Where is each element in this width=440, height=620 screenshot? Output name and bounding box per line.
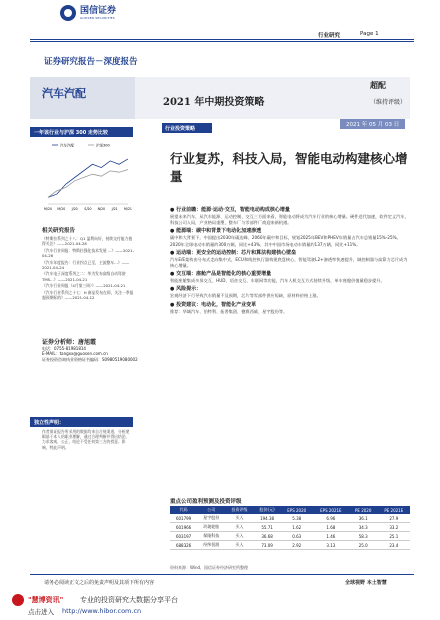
disclaimer-text: 作者保证报告所采用的数据均来自合规渠道，分析逻辑基于本人的职业理解，通过合理判断并得出结论，力求客观、公正，结论不受任何第三方的授意、影响，特此声明。 [42, 429, 130, 450]
table-cell: 34.3 [349, 523, 378, 532]
table-cell: 73.09 [254, 541, 281, 550]
table-cell: 25.1 [378, 532, 410, 541]
table-row [170, 532, 410, 541]
footer-disclaimer: 请务必阅读正文之后的免责声明及其项下所有内容 [44, 580, 155, 586]
related-item[interactable]: 《汽车年度报告：行业拐点已至，主流整车…》——2021-04-24 [42, 259, 130, 270]
brand-logo [60, 5, 116, 21]
table-cell: 玲珑轮胎 [197, 523, 225, 532]
point-title: ● 运动端：更安全的运动控制：芯片和算法构建核心壁垒 [170, 249, 297, 256]
brand-name: 国信证券 [80, 6, 117, 16]
promo-banner[interactable] [0, 592, 440, 620]
header-category: 行业研究 [318, 33, 341, 39]
table-cell: 买入 [225, 541, 253, 550]
brand-subtitle: GUOSEN SECURITIES [80, 16, 115, 20]
table-row [170, 514, 410, 523]
table-cell: 36.68 [254, 532, 281, 541]
analyst-phone: 电话：0755-81981814 [42, 345, 86, 351]
related-item[interactable]: 《汽车电子深度系列之二：华为发布高级自动驾驶 TMS…》——2021-04-21 [42, 271, 126, 282]
analyst-block [42, 340, 138, 362]
header-rule [30, 39, 414, 40]
related-item[interactable]: 《汽车行业系列之十七：H 新品发布在即，关注一季报超预期标的》——2021-04-12 [42, 289, 134, 300]
table-cell: 33.2 [378, 523, 410, 532]
forecast-table [170, 506, 410, 550]
x-tick-label: M/20 [57, 207, 66, 211]
disclaimer-title: 独立性声明： [30, 417, 133, 427]
table-cell: 买入 [225, 523, 253, 532]
table-cell: 23.4 [378, 541, 410, 550]
x-tick-label: M/21 [124, 207, 132, 211]
table-header-cell: EPS 2021E [313, 506, 349, 514]
table-cell: 6.96 [313, 514, 349, 523]
promo-url-link[interactable]: http://www.hibor.com.cn [62, 607, 142, 615]
report-type: 证券研究报告－深度报告 [44, 57, 138, 67]
point-text: 智能座舱集成多屏交互、HUD、语音交互、车联网等功能，汽车人机交互方式持续升级，单车座舱价值量稳步提升。 [170, 278, 385, 284]
table-cell: 1.62 [281, 523, 313, 532]
analyst-heading: 证券分析师：唐旭霞 [42, 339, 97, 346]
page-number: Page 1 [360, 31, 379, 37]
point-title: ● 风险提示： [170, 286, 202, 293]
point-text: 汽车E/E架构由分布式走向集中式，ECU和线控执行器构建底盘核心，智能驾驶L2+渗透率快速提升，域控制器与高算力芯片成为核心增量。 [170, 256, 408, 269]
header-rule-thin [30, 41, 414, 42]
report-date: 2021 年 05 月 03 日 [340, 119, 405, 129]
header-right [318, 31, 379, 39]
point-text: 宏观经济下行导致汽车销量不及预期，芯片等零部件供应短缺，原材料价格上涨。 [170, 293, 321, 299]
table-cell: 55.71 [254, 523, 281, 532]
table-cell: 1.46 [313, 532, 349, 541]
x-tick-label: J/20 [71, 207, 78, 211]
promo-logo-icon [12, 594, 24, 606]
point-text: 展望未来汽车，从汽车能源、运动控制、交互三方面来看，智能电动将成为汽车行业的核心增量。硬件迭代加速，软件定义汽车，科技公司入局，产业格局重塑，整车厂与零部件厂商迎来新机遇。 [170, 214, 409, 226]
x-tick-label: J/21 [111, 207, 118, 211]
table-cell: 3.13 [313, 541, 349, 550]
table-header-cell: PE 2021E [378, 506, 410, 514]
table-header-cell: 股价(元) [254, 506, 281, 514]
promo-text: 专业的投资研究大数据分享平台 [80, 596, 178, 604]
table-cell: 2.92 [281, 541, 313, 550]
table-cell: 买入 [225, 532, 253, 541]
table-cell: 601966 [170, 523, 197, 532]
table-cell: 688326 [170, 541, 197, 550]
x-tick-label: N/20 [97, 207, 106, 211]
table-cell: 603197 [170, 532, 197, 541]
series-line [48, 159, 128, 197]
rating: 超配 [370, 80, 386, 90]
analyst-cert: 证券投资咨询执业资格证书编码：S0980519080002 [42, 356, 138, 362]
table-cell: 194.38 [254, 514, 281, 523]
related-item[interactable]: 《汽车行业周报（4月第三周）》——2021-04-21 [42, 283, 126, 289]
table-cell: 27.9 [378, 514, 410, 523]
x-tick-label: S/20 [84, 207, 92, 211]
rating-subtitle: （维持评级） [370, 99, 407, 106]
legend-label: 汽车汽配 [60, 143, 74, 148]
table-header-cell: 公司 [197, 506, 225, 514]
related-list [42, 236, 134, 302]
table-header-cell: PE 2020 [349, 506, 378, 514]
analyst-email: E-MAIL：tangxx@guosen.com.cn [42, 351, 108, 356]
brand-logo-icon [60, 5, 76, 21]
section-tag: 行业投资策略 [162, 123, 212, 133]
table-cell: 星宇股份 [197, 514, 225, 523]
table-cell: 5.38 [281, 514, 313, 523]
table-row [170, 523, 410, 532]
table-header-cell: 投资评级 [225, 506, 253, 514]
table-header-cell: EPS 2020 [281, 506, 313, 514]
table-cell: 25.0 [349, 541, 378, 550]
trend-chart [36, 141, 131, 216]
table-header-cell: 代码 [170, 506, 197, 514]
footer-slogan: 全球视野 本土智慧 [345, 580, 387, 586]
table-cell: 36.1 [349, 514, 378, 523]
promo-brand: "慧博资讯" [28, 596, 64, 604]
series-line [48, 170, 128, 198]
headline: 行业复苏，科技入局，智能电动构建核心增量 [170, 151, 408, 184]
table-cell: 买入 [225, 514, 253, 523]
industry-name: 汽车汽配 [42, 87, 86, 100]
table-row [170, 541, 410, 550]
related-item[interactable]: 《汽车行业周报：特斯拉强化技术发展 …》——2021-04-26 [42, 247, 134, 258]
point-title: ● 行业前瞻：能源·运动·交互，智能电动构成核心增量 [170, 207, 290, 213]
table-cell: 1.68 [313, 523, 349, 532]
summary-body [170, 205, 410, 315]
table-source: 资料来源：Wind、国信证券经济研究所整理 [170, 565, 249, 570]
point-text: 碳中和大背景下，中国提出2030年碳达峰、2060年碳中和目标，规划2025年BEV和PHEV年销量占汽车总销量15%-25%。2020年全球电动车销量约300万辆，同比+43%，其中中国市场电动车销量约137万辆，同比+11%。 [170, 235, 401, 247]
legend-label: 沪深300 [96, 143, 110, 148]
point-title: ● 投资建议：电动化，智能化产业变革 [170, 301, 257, 308]
x-tick-label: M/20 [44, 207, 52, 211]
table-cell: 58.3 [349, 532, 378, 541]
table-cell: 保隆科技 [197, 532, 225, 541]
footer-rule [30, 574, 414, 575]
table-cell: 0.63 [281, 532, 313, 541]
table-title: 重点公司盈利预测及投资评级 [170, 499, 242, 505]
table-cell: 601799 [170, 514, 197, 523]
point-title: ● 能源端：碳中和背景下电动化加速渗透 [170, 228, 262, 235]
related-item[interactable]: 《特斯拉系列之十八：Q1 盈利向好，持续交付能力值得关注》——2021-04-28 [42, 236, 133, 247]
report-title: 2021 年中期投资策略 [163, 97, 265, 108]
related-title: 相关研究报告 [42, 228, 76, 234]
chart-title: 一年该行业与沪深 300 走势比较 [30, 127, 133, 137]
point-text: 推荐：华域汽车、伯特利、拓普集团、德赛西威、星宇股份等。 [170, 308, 288, 314]
table-cell: 经纬恒润 [197, 541, 225, 550]
point-title: ● 交互端：座舱产品是智能化的核心重要增量 [170, 271, 272, 278]
promo-download-link[interactable]: 点击进入 [28, 608, 54, 616]
